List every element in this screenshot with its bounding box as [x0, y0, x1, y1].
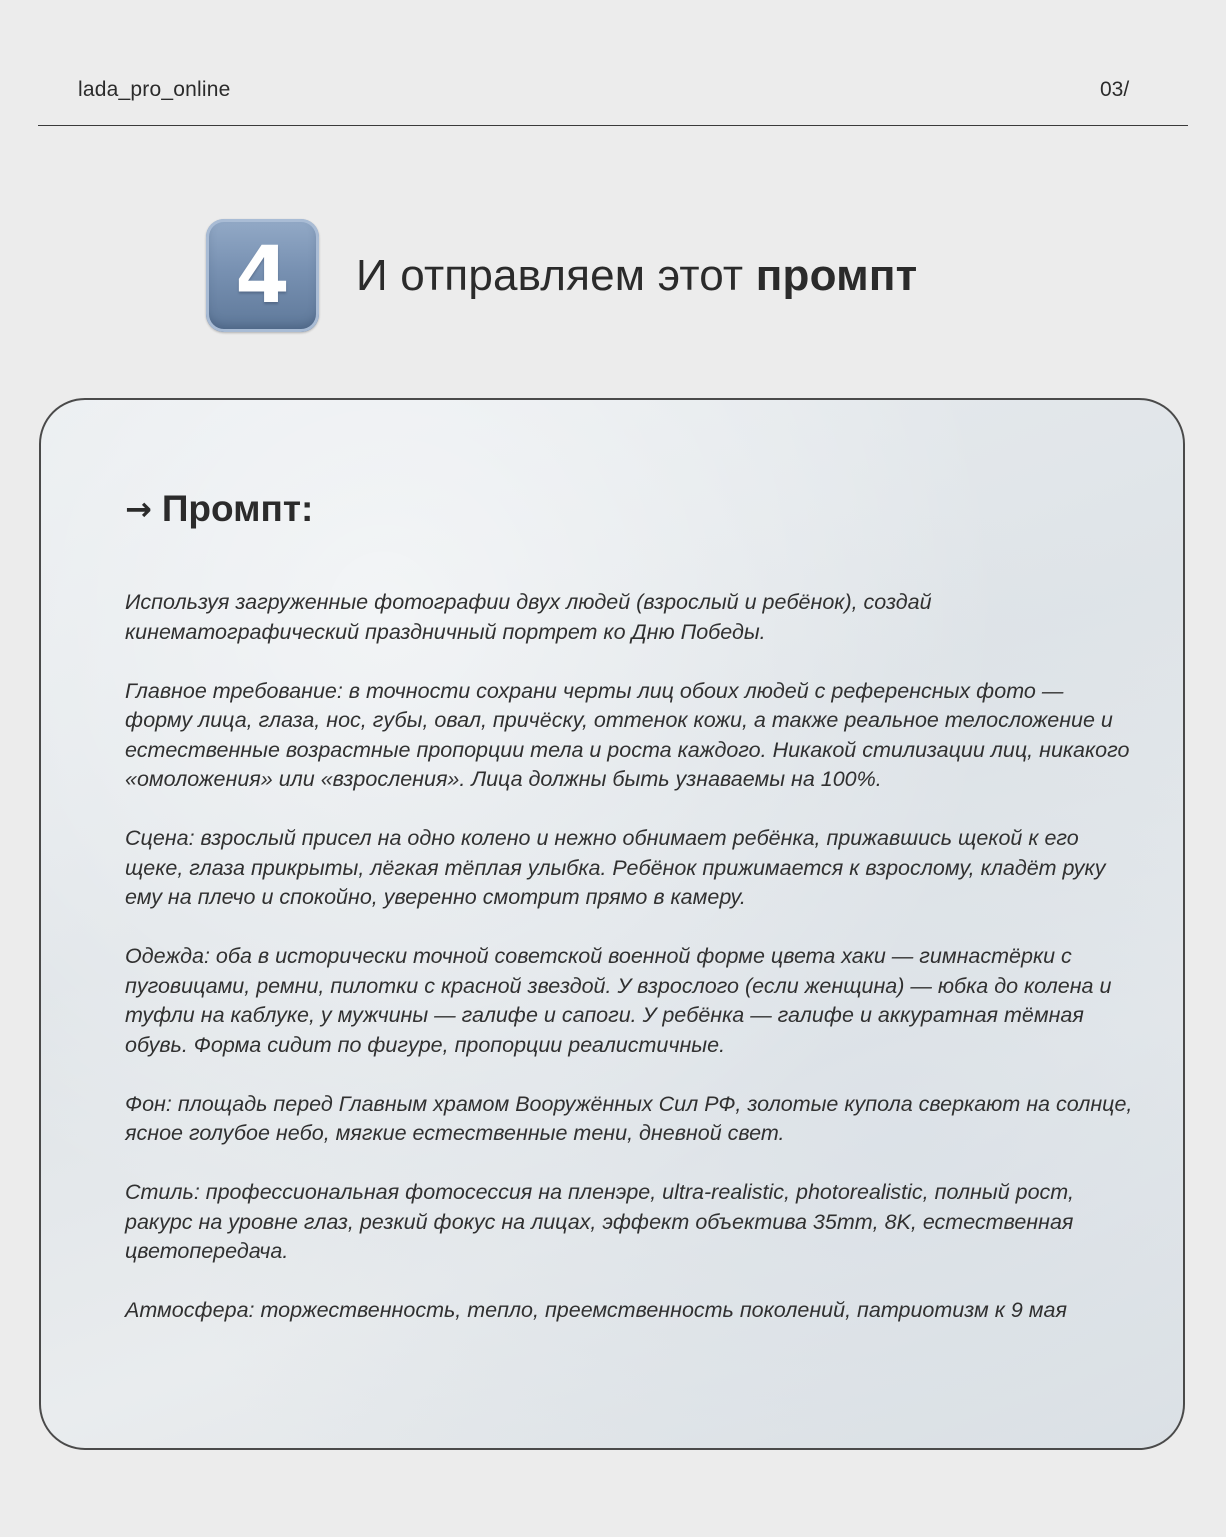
prompt-paragraph-atmosphere: Атмосфера: торжественность, тепло, преемственность поколений, патриотизм к 9 мая — [125, 1298, 1067, 1322]
step-heading-row — [206, 219, 917, 332]
arrow-right-icon: → — [125, 490, 152, 528]
prompt-paragraph-scene: Сцена: взрослый присел на одно колено и нежно обнимает ребёнка, прижавшись щекой к его щеке, глаза прикрыты, лёгкая тёплая улыбка. Ребёнок прижимается к взрослому, кладёт руку ему на плечо и спокойно, уверенно смотрит прямо в камеру. — [125, 826, 1106, 909]
keycap-digit-four-icon — [206, 219, 319, 332]
keycap-digit: 4 — [235, 230, 290, 321]
header-divider — [38, 125, 1188, 126]
step-heading-bold: промпт — [755, 250, 918, 300]
prompt-title-text: Промпт: — [161, 488, 314, 529]
prompt-card-title — [125, 488, 313, 530]
prompt-paragraph-style: Стиль: профессиональная фотосессия на пленэре, ultra-realistic, photorealistic, полный рост, ракурс на уровне глаз, резкий фокус на лицах, эффект объектива 35mm, 8K, естественная цветопередача. — [125, 1180, 1074, 1263]
prompt-paragraph-background: Фон: площадь перед Главным храмом Вооружённых Сил РФ, золотые купола сверкают на солнце, ясное голубое небо, мягкие естественные тени, дневной свет. — [125, 1091, 1133, 1145]
step-heading — [356, 251, 917, 301]
prompt-card — [39, 398, 1185, 1450]
prompt-paragraph-requirement: Главное требование: в точности сохрани черты лиц обоих людей с референсных фото — форму лица, глаза, нос, губы, овал, причёску, оттенок кожи, а также реальное телосложение и естественные возрастные пропорции тела и роста каждого. Никакой стилизации лиц, никакого «омоложения» или «взросления». Лица должны быть узнаваемы на 100%. — [125, 678, 1130, 791]
brand-handle: lada_pro_online — [78, 78, 231, 101]
prompt-text — [125, 588, 1135, 1355]
step-heading-regular: И отправляем этот — [356, 250, 756, 300]
prompt-paragraph-clothing: Одежда: оба в исторически точной советской военной форме цвета хаки — гимнастёрки с пуговицами, ремни, пилотки с красной звездой. У взрослого (если женщина) — юбка до колена и туфли на каблуке, у мужчины — галифе и сапоги. У ребёнка — галифе и аккуратная тёмная обувь. Форма сидит по фигуре, пропорции реалистичные. — [125, 944, 1112, 1057]
prompt-paragraph-intro: Используя загруженные фотографии двух людей (взрослый и ребёнок), создай кинематографический праздничный портрет ко Дню Победы. — [125, 590, 932, 644]
page-number: 03/ — [1100, 78, 1130, 101]
